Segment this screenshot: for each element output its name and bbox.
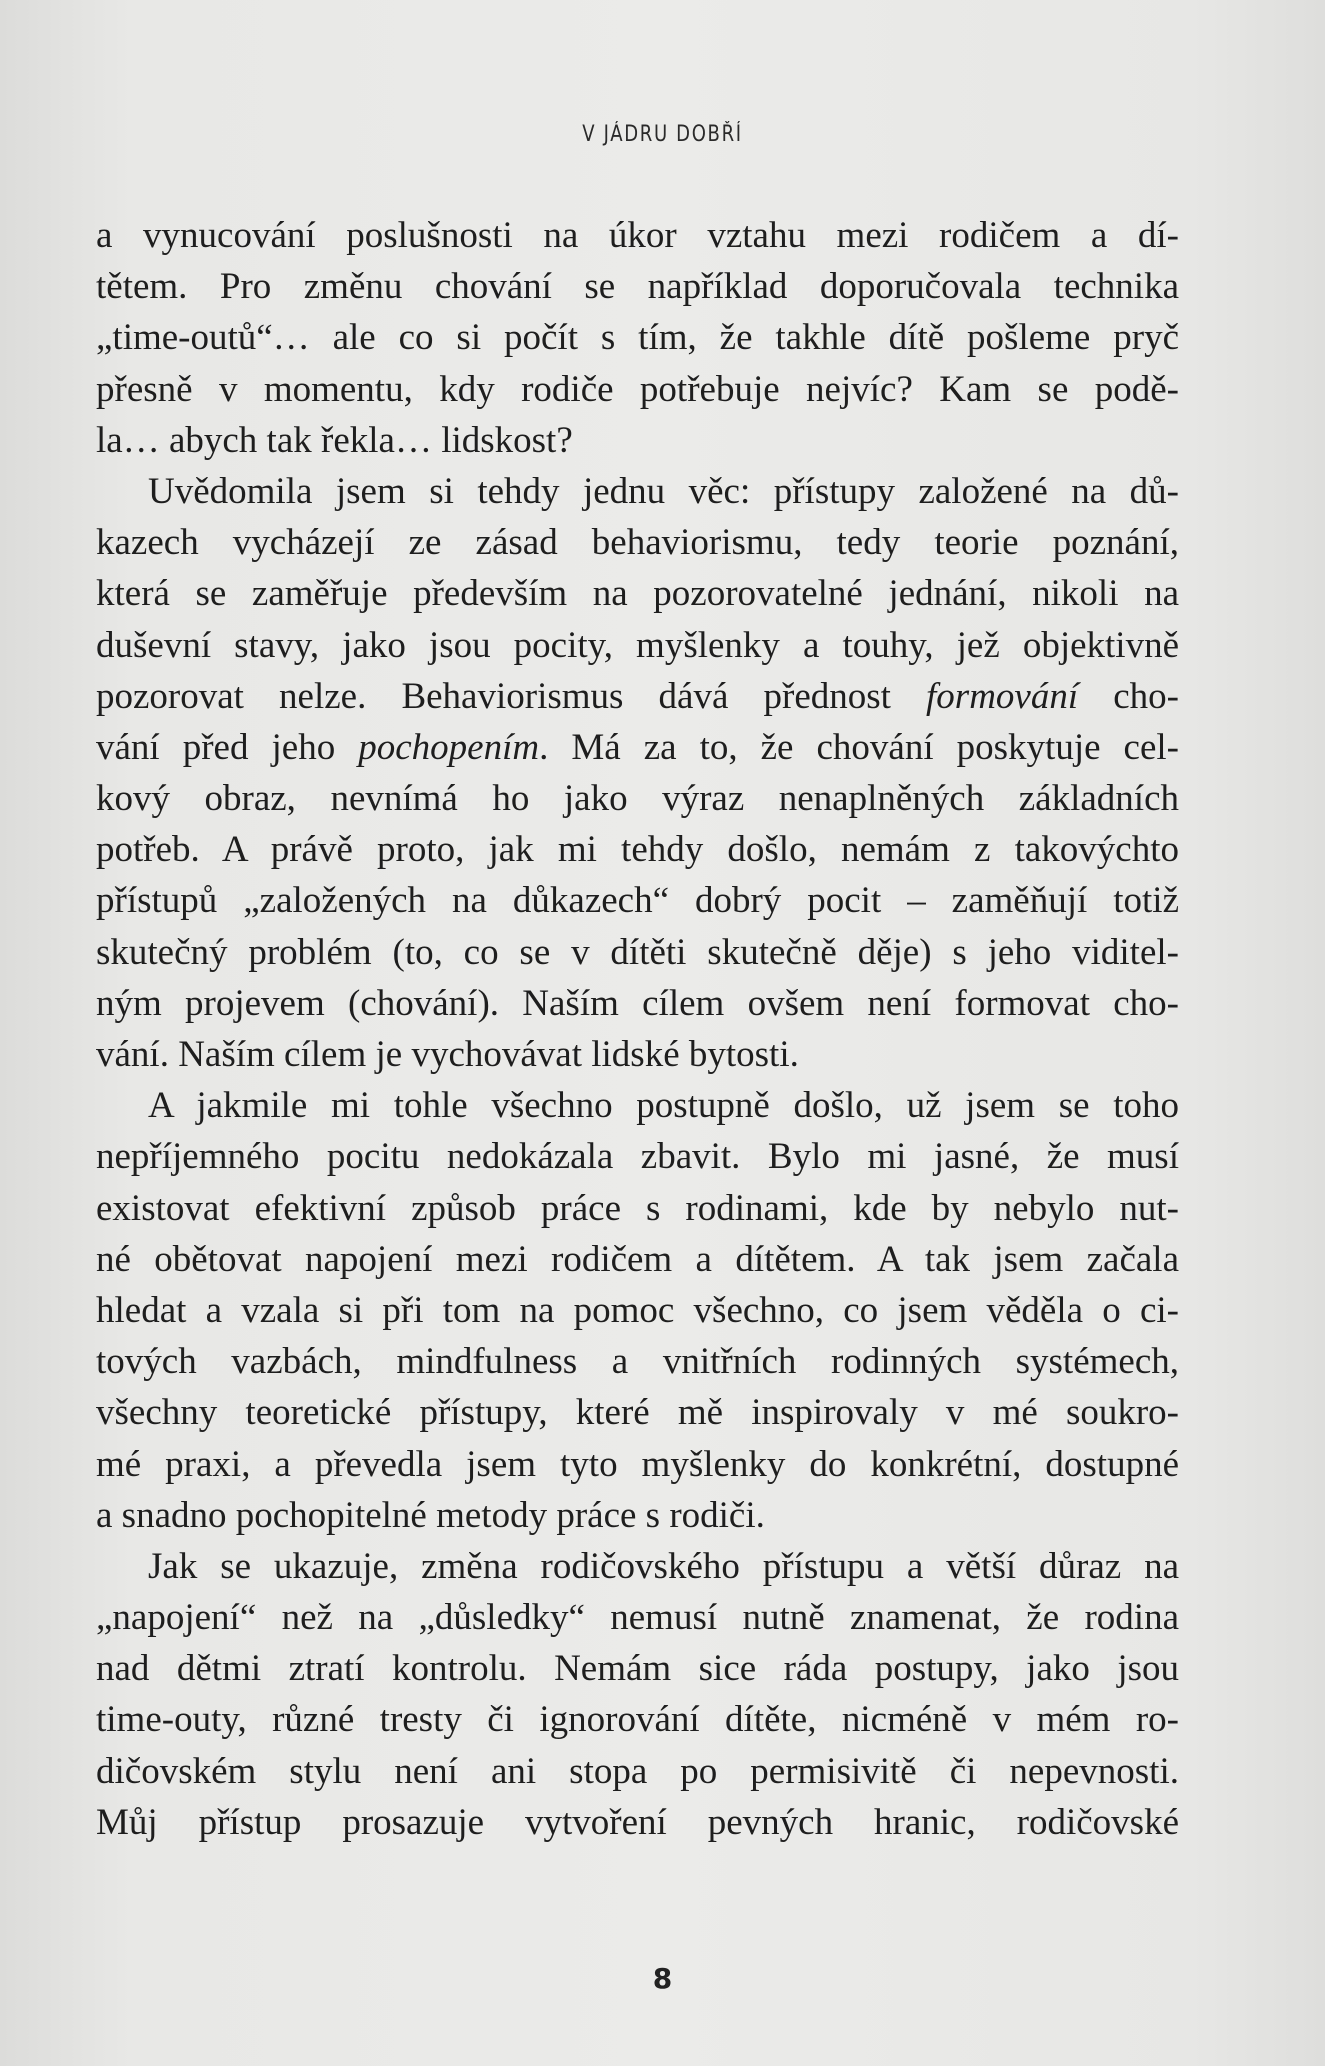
text-line: kazech vycházejí ze zásad behaviorismu, tedy teorie poznání, xyxy=(96,522,1179,564)
text-line: všechny teoretické přístupy, které mě inspirovaly v mé soukro- xyxy=(96,1392,1179,1434)
paragraph xyxy=(96,1080,1179,1541)
text-line: „time-outů“… ale co si počít s tím, že takhle dítě pošleme pryč xyxy=(96,317,1179,359)
text-line: vání před jeho pochopením. Má za to, že chování poskytuje cel- xyxy=(96,726,1179,768)
text-line: kový obraz, nevnímá ho jako výraz nenaplněných základních xyxy=(96,778,1179,820)
text-line: skutečný problém (to, co se v dítěti skutečně děje) s jeho viditel- xyxy=(96,931,1179,973)
text-line: nad dětmi ztratí kontrolu. Nemám sice ráda postupy, jako jsou xyxy=(96,1648,1179,1690)
emphasis: pochopením xyxy=(358,726,540,768)
text-line: dičovském stylu není ani stopa po permisivitě či nepevnosti. xyxy=(96,1750,1179,1792)
text-line: potřeb. A právě proto, jak mi tehdy došlo, nemám z takovýchto xyxy=(96,829,1179,871)
text-line: „napojení“ než na „důsledky“ nemusí nutně znamenat, že rodina xyxy=(96,1597,1179,1639)
text-line: tětem. Pro změnu chování se například doporučovala technika xyxy=(96,266,1179,308)
text-line: mé praxi, a převedla jsem tyto myšlenky do konkrétní, dostupné xyxy=(96,1443,1179,1485)
text-line: duševní stavy, jako jsou pocity, myšlenky a touhy, jež objektivně xyxy=(96,624,1179,666)
text-line: která se zaměřuje především na pozorovatelné jednání, nikoli na xyxy=(96,573,1179,615)
text-line: a vynucování poslušnosti na úkor vztahu mezi rodičem a dí- xyxy=(96,215,1179,256)
paragraph xyxy=(96,210,1179,466)
running-head: V JÁDRU DOBŘÍ xyxy=(582,122,743,147)
paragraph xyxy=(96,1541,1179,1848)
page-number: 8 xyxy=(652,1962,673,1995)
text-line: ným projevem (chování). Naším cílem ovšem není formovat cho- xyxy=(96,982,1179,1024)
emphasis: formování xyxy=(926,675,1079,717)
text-line: existovat efektivní způsob práce s rodinami, kde by nebylo nut- xyxy=(96,1187,1179,1229)
text-line: tových vazbách, mindfulness a vnitřních rodinných systémech, xyxy=(96,1341,1179,1383)
paragraph xyxy=(96,466,1179,1080)
text-line: la… abych tak řekla… lidskost? xyxy=(96,419,573,461)
text-line: nepříjemného pocitu nedokázala zbavit. Bylo mi jasné, že musí xyxy=(96,1136,1179,1178)
text-line: Můj přístup prosazuje vytvoření pevných hranic, rodičovské xyxy=(96,1801,1179,1843)
text-line: přístupů „založených na důkazech“ dobrý pocit – zaměňují totiž xyxy=(96,880,1179,922)
text-line: Uvědomila jsem si tehdy jednu věc: přístupy založené na dů- xyxy=(148,470,1179,512)
text-line: né obětovat napojení mezi rodičem a dítětem. A tak jsem začala xyxy=(96,1238,1179,1280)
text-line: přesně v momentu, kdy rodiče potřebuje nejvíc? Kam se podě- xyxy=(96,368,1179,410)
text-line: pozorovat nelze. Behaviorismus dává přednost formování cho- xyxy=(96,675,1179,717)
text-line: Jak se ukazuje, změna rodičovského přístupu a větší důraz na xyxy=(148,1545,1179,1587)
text-line: A jakmile mi tohle všechno postupně došlo, už jsem se toho xyxy=(148,1085,1179,1127)
text-line: hledat a vzala si při tom na pomoc všechno, co jsem věděla o ci- xyxy=(96,1289,1179,1331)
body-text xyxy=(96,210,1179,1848)
text-line: vání. Naším cílem je vychovávat lidské bytosti. xyxy=(96,1034,799,1075)
text-line: a snadno pochopitelné metody práce s rodiči. xyxy=(96,1494,765,1536)
text-line: time-outy, různé tresty či ignorování dítěte, nicméně v mém ro- xyxy=(96,1699,1179,1741)
